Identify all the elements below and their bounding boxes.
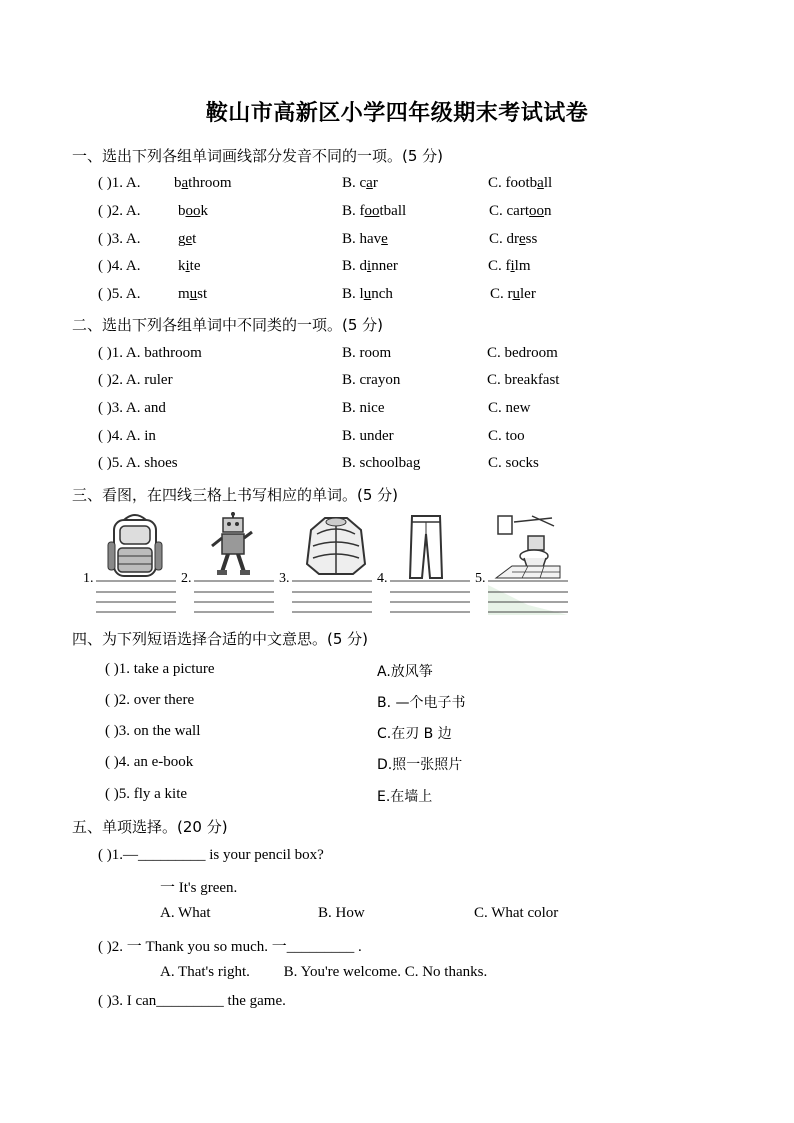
question-label: ( )5. A. (98, 286, 141, 302)
robot-icon (208, 512, 258, 578)
option-a: kite (178, 258, 201, 274)
section-4-heading: 四、为下列短语选择合适的中文意思。(5 分) (72, 630, 369, 648)
item-number: 2. (181, 571, 192, 586)
mcq-option-c: C. What color (474, 905, 559, 921)
option-b: B. under (342, 428, 394, 444)
phrase-question: ( )1. take a picture (105, 661, 215, 677)
option-a: get (178, 231, 197, 247)
writing-lines-4[interactable] (390, 575, 470, 615)
option-b: B. schoolbag (342, 455, 421, 471)
mcq-question-3: ( )3. I can_________ the game. (98, 993, 286, 1009)
mcq-option-b: B. How (318, 905, 365, 921)
option-b: B. dinner (342, 258, 398, 274)
option-b: B. crayon (342, 372, 401, 388)
phrase-answer: A.放风筝 (377, 664, 433, 680)
question-label: ( )2. A. ruler (98, 372, 173, 388)
section-2-heading: 二、选出下列各组单词中不同类的一项。(5 分) (72, 316, 384, 334)
question-label: ( )3. A. (98, 231, 141, 247)
question-label: ( )3. A. and (98, 400, 166, 416)
mcq-option-a: A. What (160, 905, 211, 921)
option-c: C. cartoon (489, 203, 552, 219)
option-c: C. too (488, 428, 525, 444)
phrase-question: ( )3. on the wall (105, 723, 201, 739)
option-b: B. football (342, 203, 407, 219)
option-b: B. have (342, 231, 388, 247)
option-c: C. new (488, 400, 531, 416)
phrase-answer: B. —个电子书 (377, 695, 466, 711)
option-b: B. room (342, 345, 392, 361)
question-label: ( )1. A. (98, 175, 141, 191)
page-title: 鞍山市高新区小学四年级期末考试试卷 (205, 101, 589, 126)
item-number: 4. (377, 571, 388, 586)
writing-lines-1[interactable] (96, 575, 176, 615)
option-c: C. football (488, 175, 553, 191)
option-a: bathroom (174, 175, 232, 191)
phrase-answer: D.照一张照片 (377, 757, 463, 773)
backpack-icon (104, 512, 166, 580)
writing-lines-3[interactable] (292, 575, 372, 615)
mcq-options-2: A. That's right. B. You're welcome. C. No thanks. (160, 964, 488, 980)
mcq-question-1-response: 一 It's green. (160, 880, 238, 896)
phrase-answer: E.在墙上 (377, 789, 433, 805)
item-number: 5. (475, 571, 486, 586)
phrase-question: ( )2. over there (105, 692, 195, 708)
question-label: ( )4. A. in (98, 428, 156, 444)
phrase-answer: C.在刃 B 边 (377, 726, 452, 742)
section-5-heading: 五、单项选择。(20 分) (72, 818, 228, 836)
item-number: 1. (83, 571, 94, 586)
option-b: B. lunch (342, 286, 393, 302)
writing-lines-2[interactable] (194, 575, 274, 615)
mcq-question-2: ( )2. 一 Thank you so much. 一_________ . (98, 939, 362, 955)
option-c: C. socks (488, 455, 539, 471)
question-label: ( )1. A. bathroom (98, 345, 202, 361)
option-c: C. ruler (490, 286, 536, 302)
jacket-icon (303, 512, 369, 580)
question-label: ( )5. A. shoes (98, 455, 178, 471)
pants-icon (406, 512, 446, 582)
item-number: 3. (279, 571, 290, 586)
question-label: ( )2. A. (98, 203, 141, 219)
phrase-question: ( )4. an e-book (105, 754, 194, 770)
section-3-heading: 三、看图，在四线三格上书写相应的单词。(5 分) (72, 486, 399, 504)
bathroom-icon (492, 512, 564, 582)
writing-lines-5[interactable] (488, 575, 568, 615)
option-c: C. dress (489, 231, 538, 247)
option-c: C. breakfast (487, 372, 560, 388)
section-1-heading: 一、选出下列各组单词画线部分发音不同的一项。(5 分) (72, 147, 444, 165)
option-b: B. car (342, 175, 378, 191)
option-c: C. bedroom (487, 345, 558, 361)
phrase-question: ( )5. fly a kite (105, 786, 188, 802)
question-label: ( )4. A. (98, 258, 141, 274)
mcq-question-1: ( )1.—_________ is your pencil box? (98, 847, 324, 863)
option-a: book (178, 203, 208, 219)
option-b: B. nice (342, 400, 385, 416)
option-a: must (178, 286, 208, 302)
option-c: C. film (488, 258, 531, 274)
